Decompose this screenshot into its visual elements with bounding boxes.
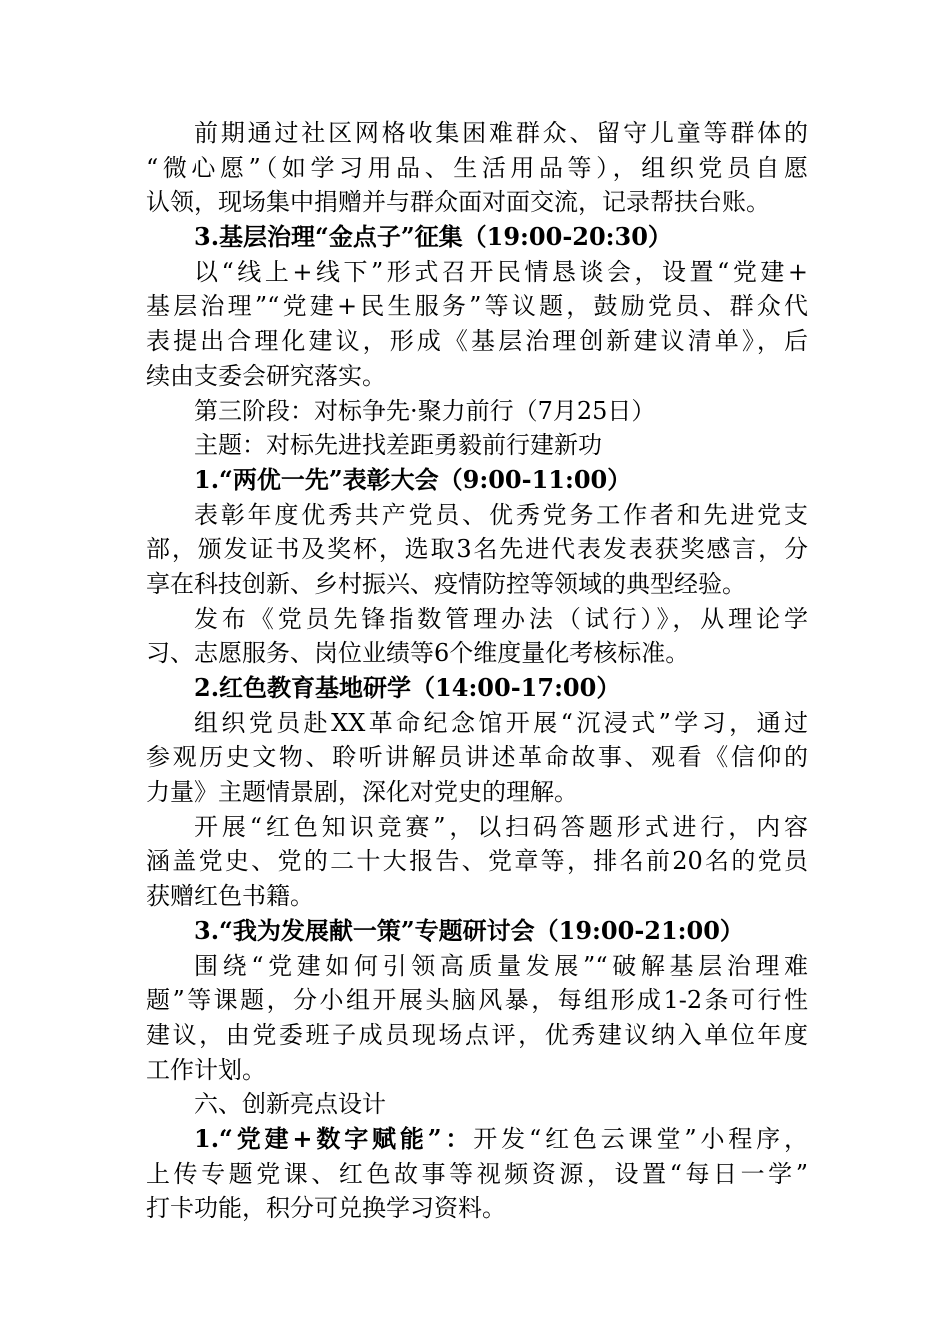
section-heading: 3.基层治理“金点子”征集（19:00-20:30） — [194, 222, 672, 252]
paragraph-line: 组织党员赴XX革命纪念馆开展“沉浸式”学习，通过 — [194, 708, 808, 737]
paragraph-line: 基层治理”“党建+民生服务”等议题，鼓励党员、群众代 — [146, 292, 808, 321]
paragraph-line: “微心愿”（如学习用品、生活用品等），组织党员自愿 — [146, 153, 808, 182]
paragraph-line: 参观历史文物、聆听讲解员讲述革命故事、观看《信仰的 — [146, 743, 808, 772]
highlight-line — [146, 1122, 808, 1157]
paragraph-line: 题”等课题，分小组开展头脑风暴，每组形成1-2条可行性 — [146, 986, 808, 1015]
paragraph-line: 部，颁发证书及奖杯，选取3名先进代表发表获奖感言，分 — [146, 535, 808, 564]
paragraph-line: 认领，现场集中捐赠并与群众面对面交流，记录帮扶台账。 — [146, 188, 770, 217]
paragraph-line: 前期通过社区网格收集困难群众、留守儿童等群体的 — [194, 119, 808, 147]
paragraph-line: 第三阶段：对标争先·聚力前行（7月25日） — [194, 396, 656, 425]
paragraph-line: 打卡功能，积分可兑换学习资料。 — [146, 1194, 506, 1223]
section-heading: 1.“两优一先”表彰大会（9:00-11:00） — [194, 464, 632, 494]
paragraph-line: 表提出合理化建议，形成《基层治理创新建议清单》，后 — [146, 327, 808, 356]
highlight-title: 1.“党建+数字赋能”： — [194, 1123, 474, 1153]
highlight-text: 开发“红色云课堂”小程序， — [473, 1124, 808, 1153]
paragraph-line: 涵盖党史、党的二十大报告、党章等，排名前20名的党员 — [146, 847, 808, 876]
paragraph-line: 力量》主题情景剧，深化对党史的理解。 — [146, 778, 578, 807]
paragraph-line: 六、创新亮点设计 — [194, 1090, 386, 1119]
paragraph-line: 主题：对标先进找差距勇毅前行建新功 — [194, 431, 602, 460]
document-body — [146, 116, 808, 1226]
paragraph-line: 习、志愿服务、岗位业绩等6个维度量化考核标准。 — [146, 639, 690, 668]
paragraph-line: 享在科技创新、乡村振兴、疫情防控等领域的典型经验。 — [146, 569, 746, 598]
paragraph-line: 上传专题党课、红色故事等视频资源，设置“每日一学” — [146, 1159, 808, 1188]
section-heading: 2.红色教育基地研学（14:00-17:00） — [194, 673, 621, 702]
paragraph-line: 续由支委会研究落实。 — [146, 361, 386, 390]
paragraph-line: 表彰年度优秀共产党员、优秀党务工作者和先进党支 — [194, 500, 808, 529]
paragraph-line: 获赠红色书籍。 — [146, 882, 314, 911]
paragraph-line: 发布《党员先锋指数管理办法（试行）》，从理论学 — [194, 604, 808, 633]
paragraph-line: 以“线上+线下”形式召开民情恳谈会，设置“党建+ — [194, 257, 808, 286]
paragraph-line: 开展“红色知识竞赛”，以扫码答题形式进行，内容 — [194, 812, 808, 841]
paragraph-line: 建议，由党委班子成员现场点评，优秀建议纳入单位年度 — [146, 1020, 808, 1049]
paragraph-line: 工作计划。 — [146, 1055, 266, 1084]
section-heading: 3.“我为发展献一策”专题研讨会（19:00-21:00） — [194, 915, 744, 945]
paragraph-line: 围绕“党建如何引领高质量发展”“破解基层治理难 — [194, 951, 808, 980]
